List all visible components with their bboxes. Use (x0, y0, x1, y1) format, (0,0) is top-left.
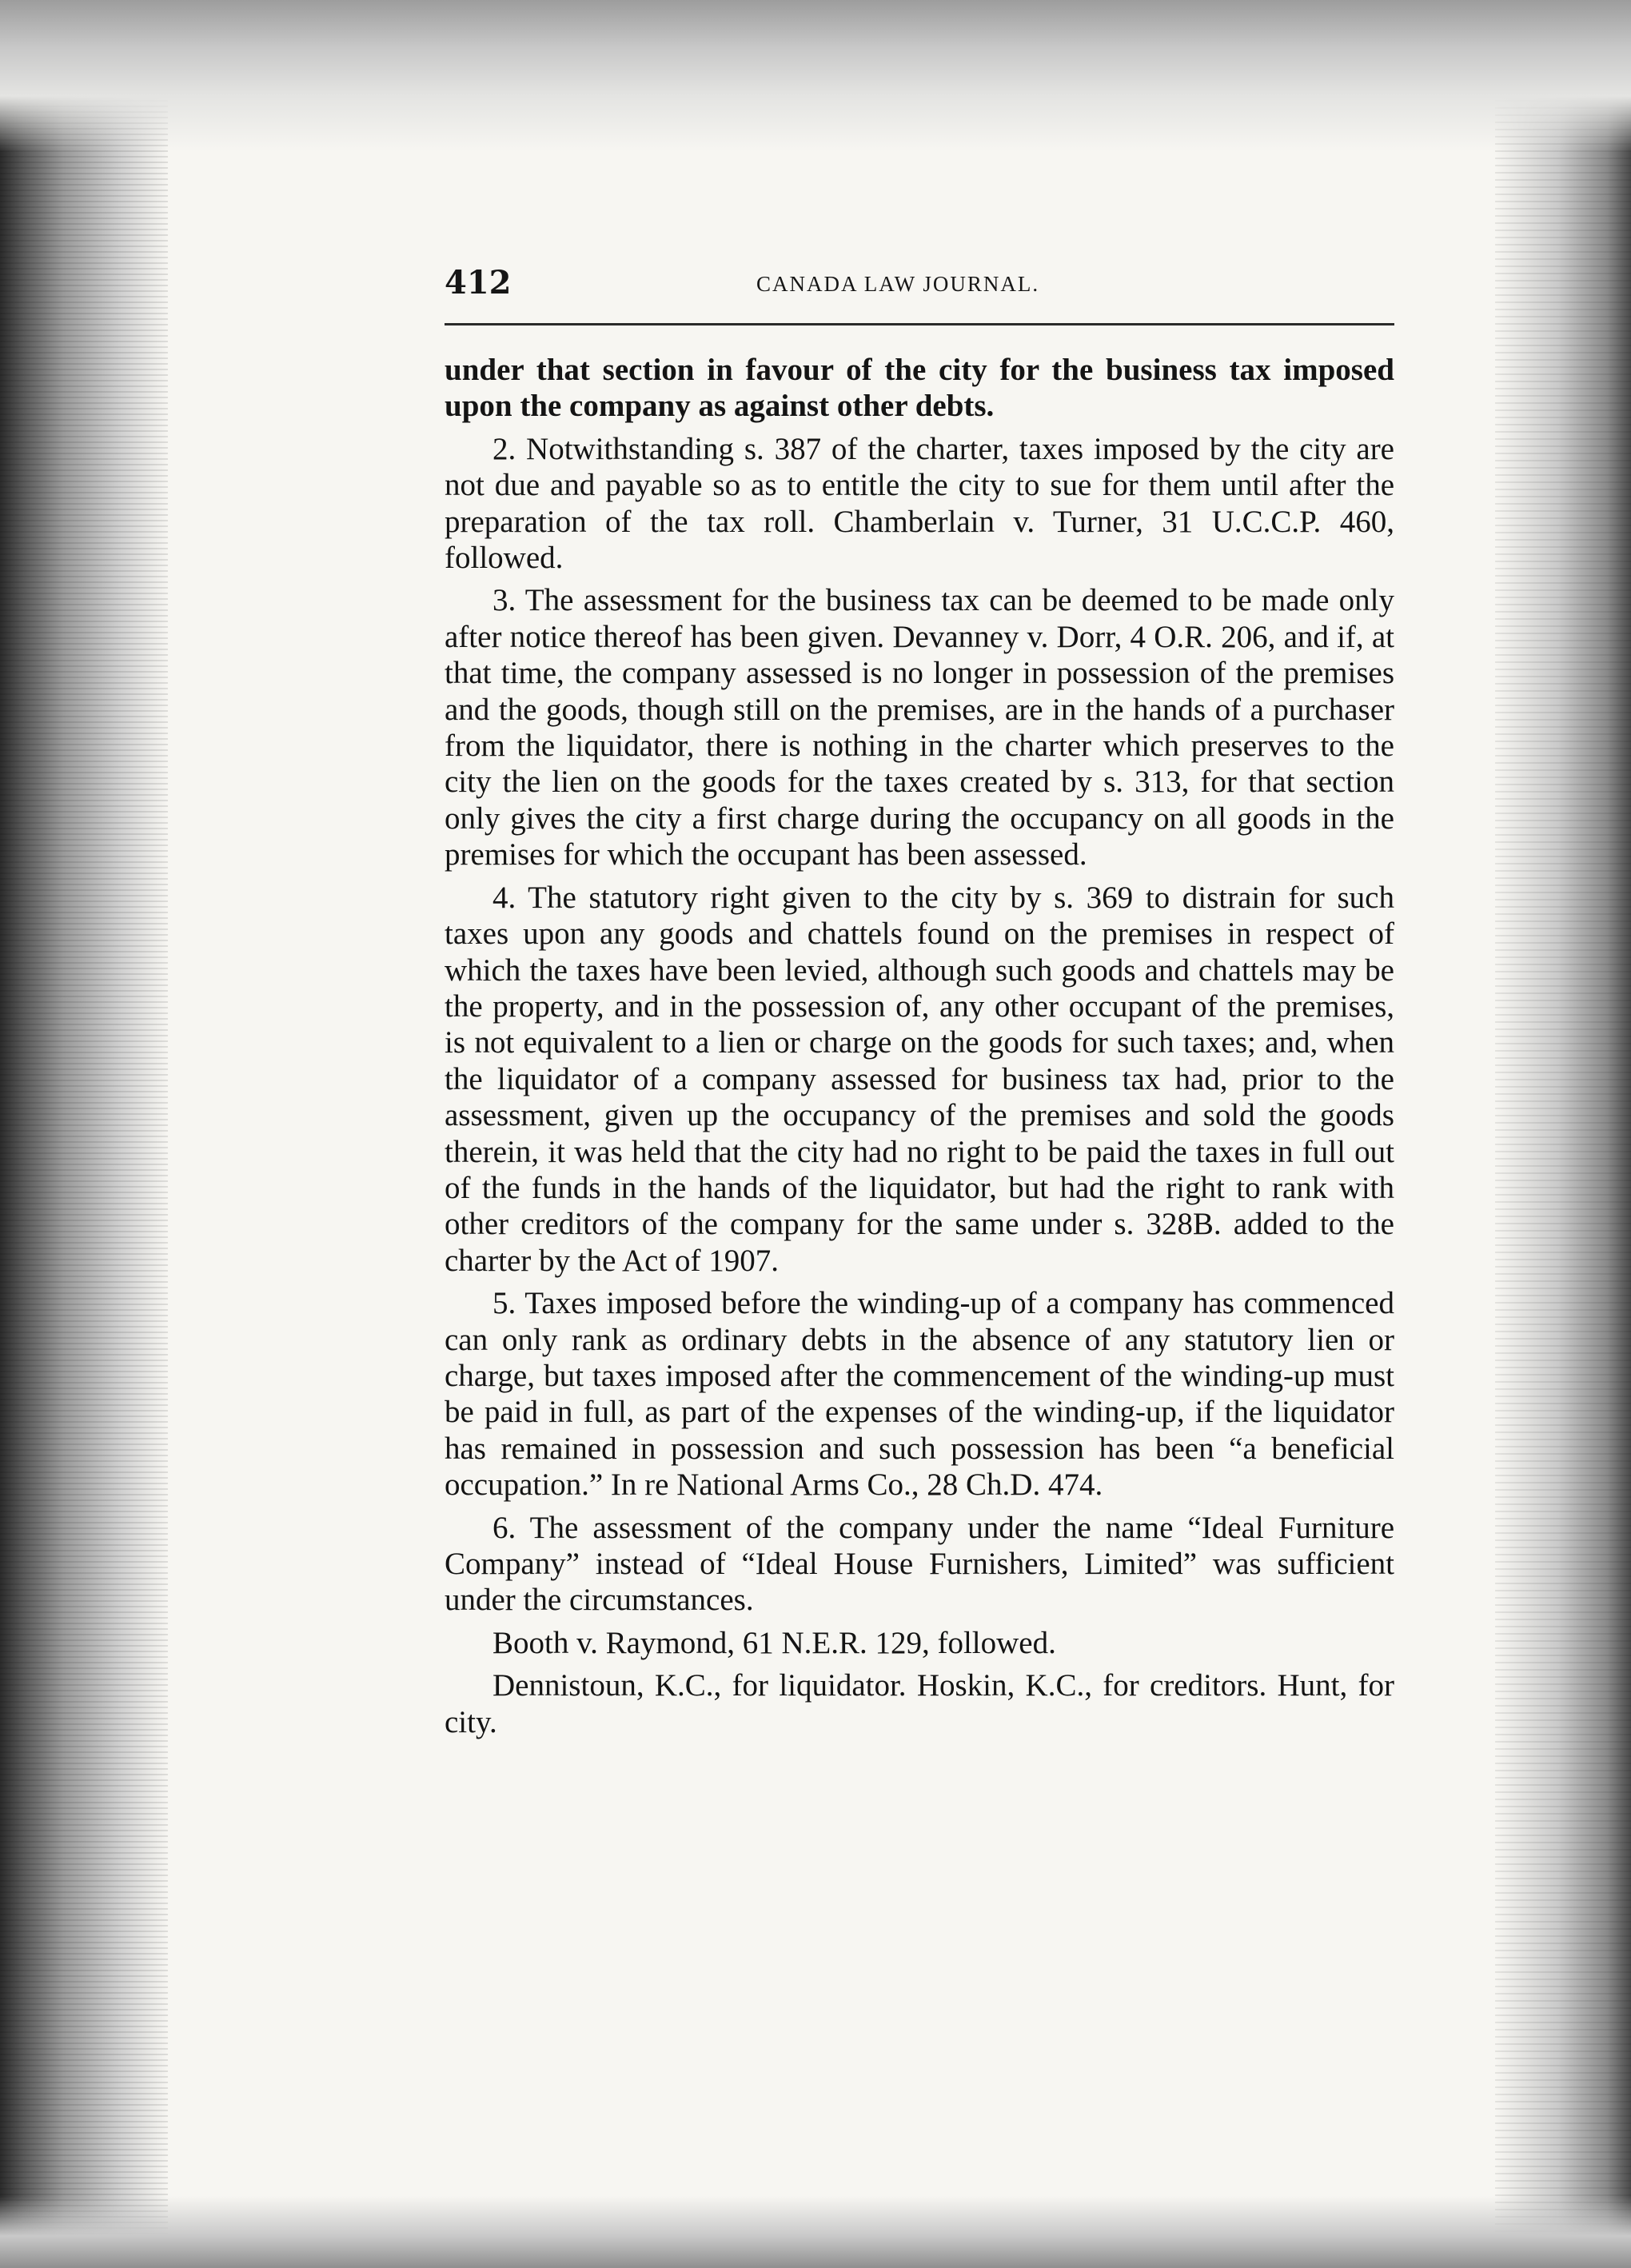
scan-edge-left (0, 0, 168, 2268)
citation-booth: Booth v. Raymond, 61 N.E.R. 129, followed. (492, 1625, 1056, 1660)
header-rule (445, 323, 1394, 325)
scan-edge-top (0, 0, 1631, 152)
body-text (445, 352, 1394, 1747)
paragraph-6: 6. The assessment of the company under the name “Ideal Furniture Company” instead of “Ideal House Furnishers, Limited” was sufficient under the circumstances. (445, 1510, 1394, 1618)
scan-edge-right (1495, 0, 1631, 2268)
paragraph-5: 5. Taxes imposed before the winding-up of a company has commenced can only rank as ordinary debts in the absence of any statutory lien or charge, but taxes imposed after the commencement of the winding-up must be paid in full, as part of the expenses of the winding-up, if the liquidator has remained in possession and such possession has been “a beneficial occupation.” In re National Arms Co., 28 Ch.D. 474. (445, 1286, 1394, 1503)
paragraph-3: 3. The assessment for the business tax can be deemed to be made only after notice thereof has been given. Devanney v. Dorr, 4 O.R. 206, and if, at that time, the company assessed is no longer in possession of the premises and the goods, though still on the premises, are in the hands of a purchaser from the liquidator, there is nothing in the charter which preserves to the city the lien on the goods for the taxes created by s. 313, for that section only gives the city a first charge during the occupancy on all goods in the premises for which the occupant has been assessed. (445, 583, 1394, 872)
counsel-line: Dennistoun, K.C., for liquidator. Hoskin, K.C., for creditors. Hunt, for city. (445, 1668, 1394, 1739)
paragraph-2: 2. Notwithstanding s. 387 of the charter, taxes imposed by the city are not due and payable so as to entitle the city to sue for them until after the preparation of the tax roll. Chamberlain v. Turner, 31 U.C.C.P. 460, followed. (445, 431, 1394, 576)
paragraph-continuation: under that section in favour of the city for the business tax imposed upon the company as against other debts. (445, 353, 1394, 424)
page-header (445, 264, 1396, 312)
scan-edge-bottom (0, 2196, 1631, 2268)
paragraph-4: 4. The statutory right given to the city by s. 369 to distrain for such taxes upon any goods and chattels found on the premises in respect of which the taxes have been levied, although such goods and chattels may be the property, and in the possession of, any other occupant of the premises, is not equivalent to a lien or charge on the goods for such taxes; and, when the liquidator of a company assessed for business tax had, prior to the assessment, given up the occupancy of the premises and sold the goods therein, it was held that the city had no right to be paid the taxes in full out of the funds in the hands of the liquidator, but had the right to rank with other creditors of the company for the same under s. 328B. added to the charter by the Act of 1907. (445, 880, 1394, 1278)
running-head: CANADA LAW JOURNAL. (756, 272, 1040, 296)
page-number: 412 (445, 264, 512, 301)
